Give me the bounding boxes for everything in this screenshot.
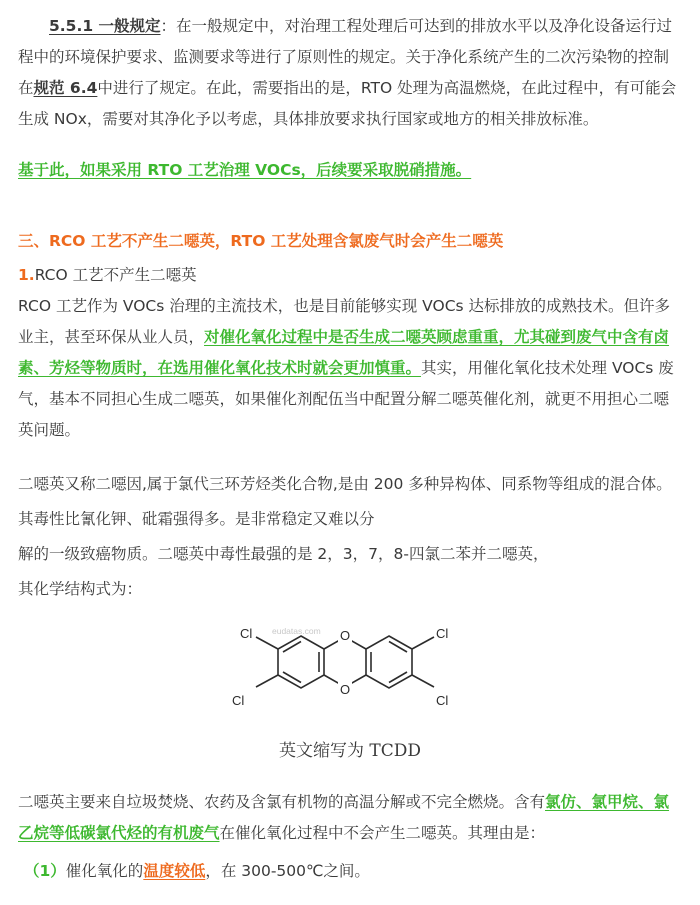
section-551-text-1: ：在一般规定中，对治理工程处理后可达到的排放水平以及净化设备运行过程中的环境保护要求、监测要求等进行了原则性的规定。关于净化系统产生的二次污染物的控制在 <box>18 17 673 97</box>
section-551-title: 5.5.1 一般规定 <box>49 17 161 35</box>
chlorine-atom-top-right: Cl <box>436 626 449 641</box>
list-item-1-number: （1） <box>24 862 66 880</box>
section-3-heading: 三、RCO 工艺不产生二噁英，RTO 工艺处理含氯废气时会产生二噁英 <box>18 232 504 250</box>
paragraph-dioxin-sources-b: 在催化氧化过程中不会产生二噁英。其理由是： <box>219 824 546 842</box>
tcdd-structure-figure <box>220 612 490 724</box>
paragraph-dioxin-carcinogen: 解的一级致癌物质。二噁英中毒性最强的是 2，3，7，8-四氯二苯并二噁英， <box>18 545 549 563</box>
oxygen-atom-top: O <box>339 628 351 643</box>
paragraph-dioxin-sources-a: 二噁英主要来自垃圾焚烧、农药及含氯有机物的高温分解或不完全燃烧。含有 <box>18 793 546 811</box>
list-item-1 <box>24 856 682 887</box>
subsection-1-title-text: RCO 工艺不产生二噁英 <box>34 266 197 284</box>
list-item-1-highlight: 温度较低 <box>143 862 206 880</box>
paragraph-rco-intro <box>18 291 682 446</box>
chlorine-atom-bottom-left: Cl <box>232 693 245 708</box>
paragraph-dioxin-sources-highlight: 氯仿、氯甲烷、氯乙烷等低碳氯代烃的有机废气 <box>18 793 670 842</box>
chlorine-atom-bottom-right: Cl <box>436 693 449 708</box>
section-551-conclusion: 基于此，如果采用 RTO 工艺治理 VOCs，后续要采取脱硝措施。 <box>18 161 472 179</box>
paragraph-rco-intro-highlight: 对催化氧化过程中是否生成二噁英顾虑重重，尤其碰到废气中含有卤素、芳烃等物质时，在选用催化氧化技术时就会更加慎重。 <box>18 328 670 377</box>
paragraph-structure-intro: 其化学结构式为： <box>18 580 143 598</box>
paragraph-dioxin-toxicity: 其毒性比氰化钾、砒霜强得多。是非常稳定又难以分 <box>18 510 375 528</box>
section-551-reference: 规范 6.4 <box>33 79 98 97</box>
subsection-1-number: 1. <box>18 266 35 284</box>
paragraph-dioxin-definition: 二噁英又称二噁因,属于氯代三环芳烃类化合物,是由 200 多种异构体、同系物等组成的混合体。 <box>18 475 672 493</box>
oxygen-atom-bottom: O <box>339 682 351 697</box>
subsection-1-title <box>18 260 682 291</box>
paragraph-dioxin-sources <box>18 787 682 849</box>
list-item-1-text-b: ，在 300-500℃之间。 <box>205 862 370 880</box>
section-551-paragraph <box>18 11 682 135</box>
list-item-1-text-a: 催化氧化的 <box>65 862 144 880</box>
tcdd-bonds <box>256 636 434 688</box>
figure-caption: 英文缩写为 TCDD <box>278 741 421 761</box>
section-551-text-2: 中进行了规定。在此，需要指出的是，RTO 处理为高温燃烧，在此过程中，有可能会生成 NOx，需要对其净化予以考虑，具体排放要求执行国家或地方的相关排放标准。 <box>18 79 677 128</box>
figure-watermark: eudatas.com <box>272 626 321 636</box>
paragraph-rco-intro-a: RCO 工艺作为 VOCs 治理的主流技术，也是目前能够实现 VOCs 达标排放的成熟技术。但许多业主，甚至环保从业人员， <box>18 297 671 346</box>
chlorine-atom-top-left: Cl <box>240 626 253 641</box>
paragraph-rco-intro-b: 其实，用催化氧化技术处理 VOCs 废气，基本不同担心生成二噁英，如果催化剂配伍当中配置分解二噁英催化剂，就更不用担心二噁英问题。 <box>18 359 674 439</box>
